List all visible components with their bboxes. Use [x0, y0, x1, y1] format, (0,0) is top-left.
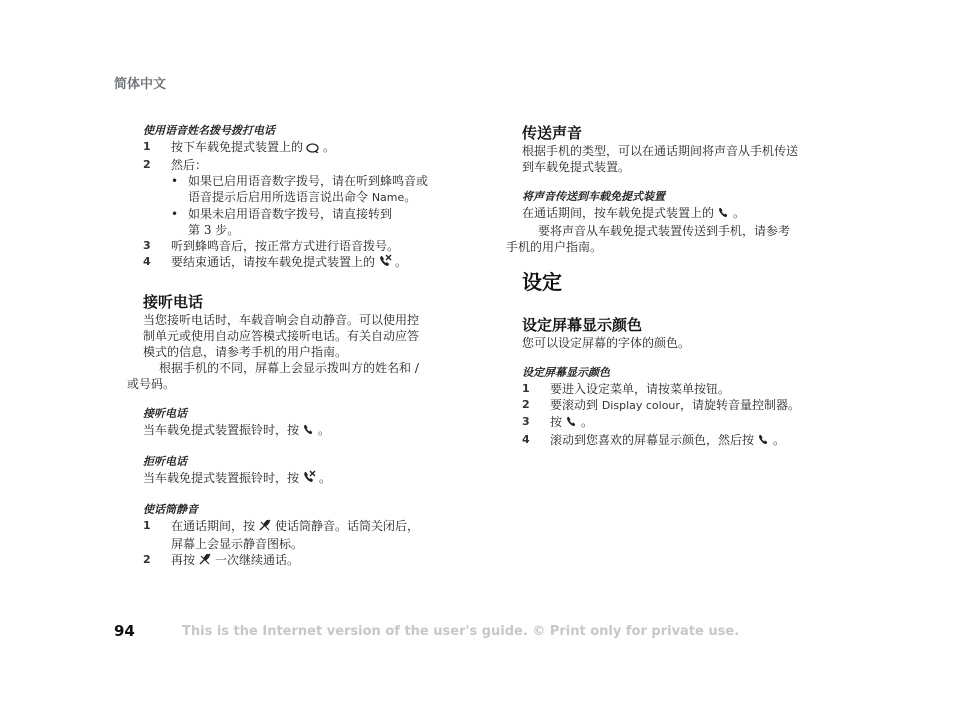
mute-mic-icon — [198, 552, 212, 570]
step-text: 屏幕上会显示静音图标。 — [171, 537, 304, 551]
punctuation: 。 — [733, 206, 746, 220]
step-number: 1 — [522, 382, 530, 395]
paragraph-line: 根据手机的不同，屏幕上会显示拨叫方的姓名和 / — [159, 361, 419, 375]
end-call-icon — [302, 470, 316, 488]
bullet-text: 如果已启用语音数字拨号，请在听到蜂鸣音或 — [188, 174, 429, 188]
paragraph — [143, 312, 473, 360]
step-item — [522, 381, 852, 397]
subheading-reject-call: 拒听电话 — [143, 455, 187, 468]
bullet-item — [143, 173, 473, 206]
step-text: 要结束通话，请按车载免提式装置上的 — [171, 255, 376, 269]
paragraph — [506, 223, 852, 255]
footer-note: This is the Internet version of the user's guide. © Print only for private use. — [182, 624, 740, 639]
step-item — [143, 157, 473, 173]
step-item — [143, 238, 473, 254]
paragraph — [143, 470, 473, 488]
subheading-transfer-to-car: 将声音传送到车载免提式装置 — [522, 190, 665, 203]
step-number: 2 — [522, 398, 530, 411]
step-number: 1 — [143, 519, 151, 532]
paragraph-line: 要将声音从车载免提式装置传送到手机，请参考 — [538, 224, 791, 238]
bullet-text: 如果未启用语音数字拨号，请直接转到 — [188, 207, 393, 221]
right-column — [506, 123, 852, 450]
subheading-voice-dial: 使用语音姓名拨号拨打电话 — [143, 124, 275, 137]
heading-answer-calls: 接听电话 — [143, 293, 204, 311]
menu-item-name: Display colour — [601, 399, 680, 412]
step-text: ，请旋转音量控制器。 — [679, 398, 800, 412]
step-number: 3 — [143, 239, 151, 252]
step-text: 要进入设定菜单，请按菜单按钮。 — [550, 382, 731, 396]
paragraph-line: 手机的用户指南。 — [506, 240, 603, 254]
paragraph — [127, 360, 473, 392]
step-number: 2 — [143, 158, 151, 171]
voice-command: Name — [371, 191, 405, 204]
call-icon — [757, 433, 770, 450]
call-icon — [717, 206, 730, 223]
step-item — [143, 518, 473, 552]
step-text: 一次继续通话。 — [215, 553, 300, 567]
bullet-dot: • — [171, 207, 179, 221]
step-text: 滚动到您喜欢的屏幕显示颜色，然后按 — [550, 433, 755, 447]
step-item — [143, 254, 473, 272]
paragraph-line: 当您接听电话时，车载音响会自动静音。可以使用控 — [143, 313, 420, 327]
end-call-icon — [378, 254, 392, 272]
step-item — [143, 139, 473, 157]
bullet-text: 语音提示后启用所选语言说出命令 — [188, 190, 372, 204]
step-text: 使话筒静音。话筒关闭后， — [275, 519, 420, 533]
heading-settings: 设定 — [522, 270, 562, 294]
paragraph-line: 到车载免提式装置。 — [522, 160, 631, 174]
mute-mic-icon — [258, 518, 272, 536]
step-item — [522, 432, 852, 450]
step-text: 在通话期间，按 — [171, 519, 256, 533]
paragraph: 您可以设定屏幕的字体的颜色。 — [522, 336, 691, 350]
voice-key-icon — [306, 141, 320, 157]
step-text: 按下车载免提式装置上的 — [171, 140, 304, 154]
step-number: 4 — [143, 255, 151, 268]
paragraph-line: 制单元或使用自动应答模式接听电话。有关自动应答 — [143, 329, 420, 343]
paragraph — [143, 422, 473, 440]
bullet-item — [143, 206, 473, 238]
punctuation: 。 — [395, 255, 408, 269]
step-text: 要滚动到 — [550, 398, 602, 412]
heading-screen-colour: 设定屏幕显示颜色 — [522, 316, 643, 334]
step-number: 3 — [522, 415, 530, 428]
step-text: 再按 — [171, 553, 196, 567]
step-number: 1 — [143, 140, 151, 153]
step-text: 然后： — [171, 158, 208, 172]
paragraph — [522, 143, 852, 175]
paragraph-line: 当车载免提式装置振铃时，按 — [143, 423, 300, 437]
punctuation: 。 — [773, 433, 786, 447]
bullet-dot: • — [171, 174, 179, 188]
punctuation: 。 — [319, 471, 332, 485]
step-item — [143, 552, 473, 570]
punctuation: 。 — [318, 423, 331, 437]
paragraph-line: 在通话期间，按车载免提式装置上的 — [522, 206, 715, 220]
left-column — [127, 123, 473, 570]
step-text: 听到蜂鸣音后，按正常方式进行语音拨号。 — [171, 239, 400, 253]
subheading-answer-call: 接听电话 — [143, 407, 187, 420]
heading-transfer-sound: 传送声音 — [522, 124, 583, 142]
subheading-mute: 使话筒静音 — [143, 503, 198, 516]
step-number: 4 — [522, 433, 530, 446]
paragraph-line: 根据手机的类型，可以在通话期间将声音从手机传送 — [522, 144, 799, 158]
subheading-screen-colour: 设定屏幕显示颜色 — [522, 366, 610, 379]
punctuation: 。 — [323, 140, 336, 154]
call-icon — [565, 415, 578, 432]
punctuation: 。 — [581, 415, 594, 429]
paragraph — [522, 205, 852, 223]
step-item — [522, 414, 852, 432]
bullet-text: 第 3 步。 — [188, 223, 240, 237]
section-language-label: 简体中文 — [114, 77, 167, 92]
page-number: 94 — [114, 622, 135, 640]
paragraph-line: 当车载免提式装置振铃时，按 — [143, 471, 300, 485]
call-icon — [302, 423, 315, 440]
punctuation: 。 — [404, 190, 417, 204]
step-number: 2 — [143, 553, 151, 566]
step-item — [522, 397, 852, 414]
paragraph-line: 模式的信息，请参考手机的用户指南。 — [143, 345, 348, 359]
paragraph-line: 或号码。 — [127, 377, 176, 391]
step-text: 按 — [550, 415, 563, 429]
